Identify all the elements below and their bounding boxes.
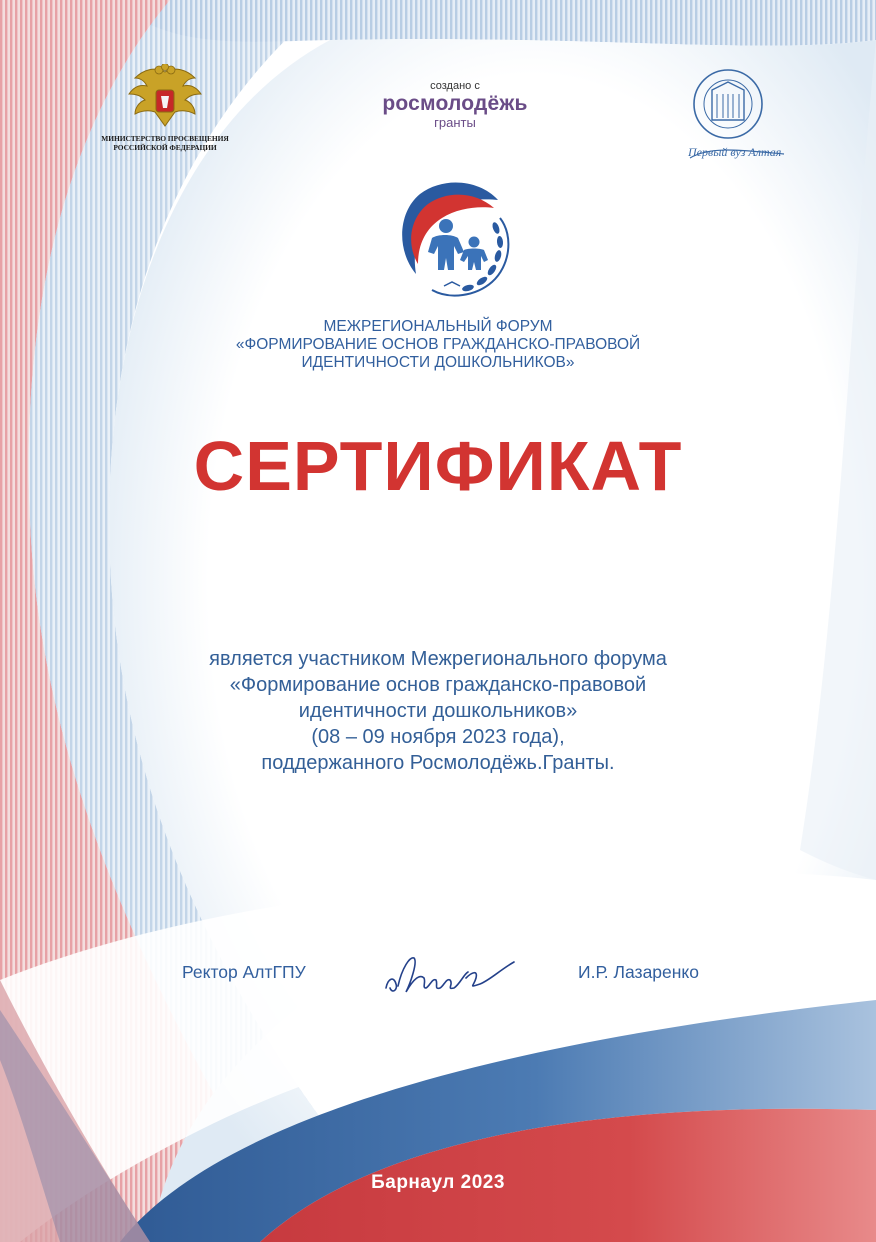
grants-label: гранты <box>434 115 476 130</box>
signer-name: И.Р. Лазаренко <box>578 962 700 982</box>
ministry-logo <box>100 64 230 152</box>
body-line: (08 – 09 ноября 2023 года), <box>311 726 565 748</box>
certificate-heading: СЕРТИФИКАТ <box>193 427 683 505</box>
parent-child-icon <box>388 178 518 304</box>
forum-title-line: «ФОРМИРОВАНИЕ ОСНОВ ГРАЖДАНСКО-ПРАВОВОЙ <box>235 336 641 353</box>
body-line: идентичности дошкольников» <box>298 700 578 722</box>
forum-title-line: ИДЕНТИЧНОСТИ ДОШКОЛЬНИКОВ» <box>301 354 575 371</box>
handwritten-signature <box>380 948 520 1005</box>
rosmolodezh-logo <box>360 80 550 130</box>
forum-title-line: МЕЖРЕГИОНАЛЬНЫЙ ФОРУМ <box>323 318 553 335</box>
place-year: Барнаул 2023 <box>371 1172 505 1193</box>
forum-title <box>120 318 756 372</box>
ministry-caption: МИНИСТЕРСТВО ПРОСВЕЩЕНИЯ РОССИЙСКОЙ ФЕДЕРАЦИИ <box>101 134 229 152</box>
certificate-body <box>100 646 776 776</box>
university-emblem-icon <box>680 66 798 170</box>
body-line: является участником Межрегионального форума <box>209 648 667 670</box>
body-line: поддержанного Росмолодёжь.Гранты. <box>261 752 615 774</box>
university-motto: Первый вуз Алтая <box>688 145 782 159</box>
forum-emblem <box>388 178 518 309</box>
body-line: «Формирование основ гражданско-правовой <box>229 674 647 696</box>
signer-title: Ректор АлтГПУ <box>182 962 306 982</box>
rosmolodezh-brand: росмолодёжь <box>382 92 528 115</box>
created-with-label: создано с <box>430 80 480 92</box>
university-logo <box>680 66 798 175</box>
double-headed-eagle-icon <box>125 64 205 130</box>
